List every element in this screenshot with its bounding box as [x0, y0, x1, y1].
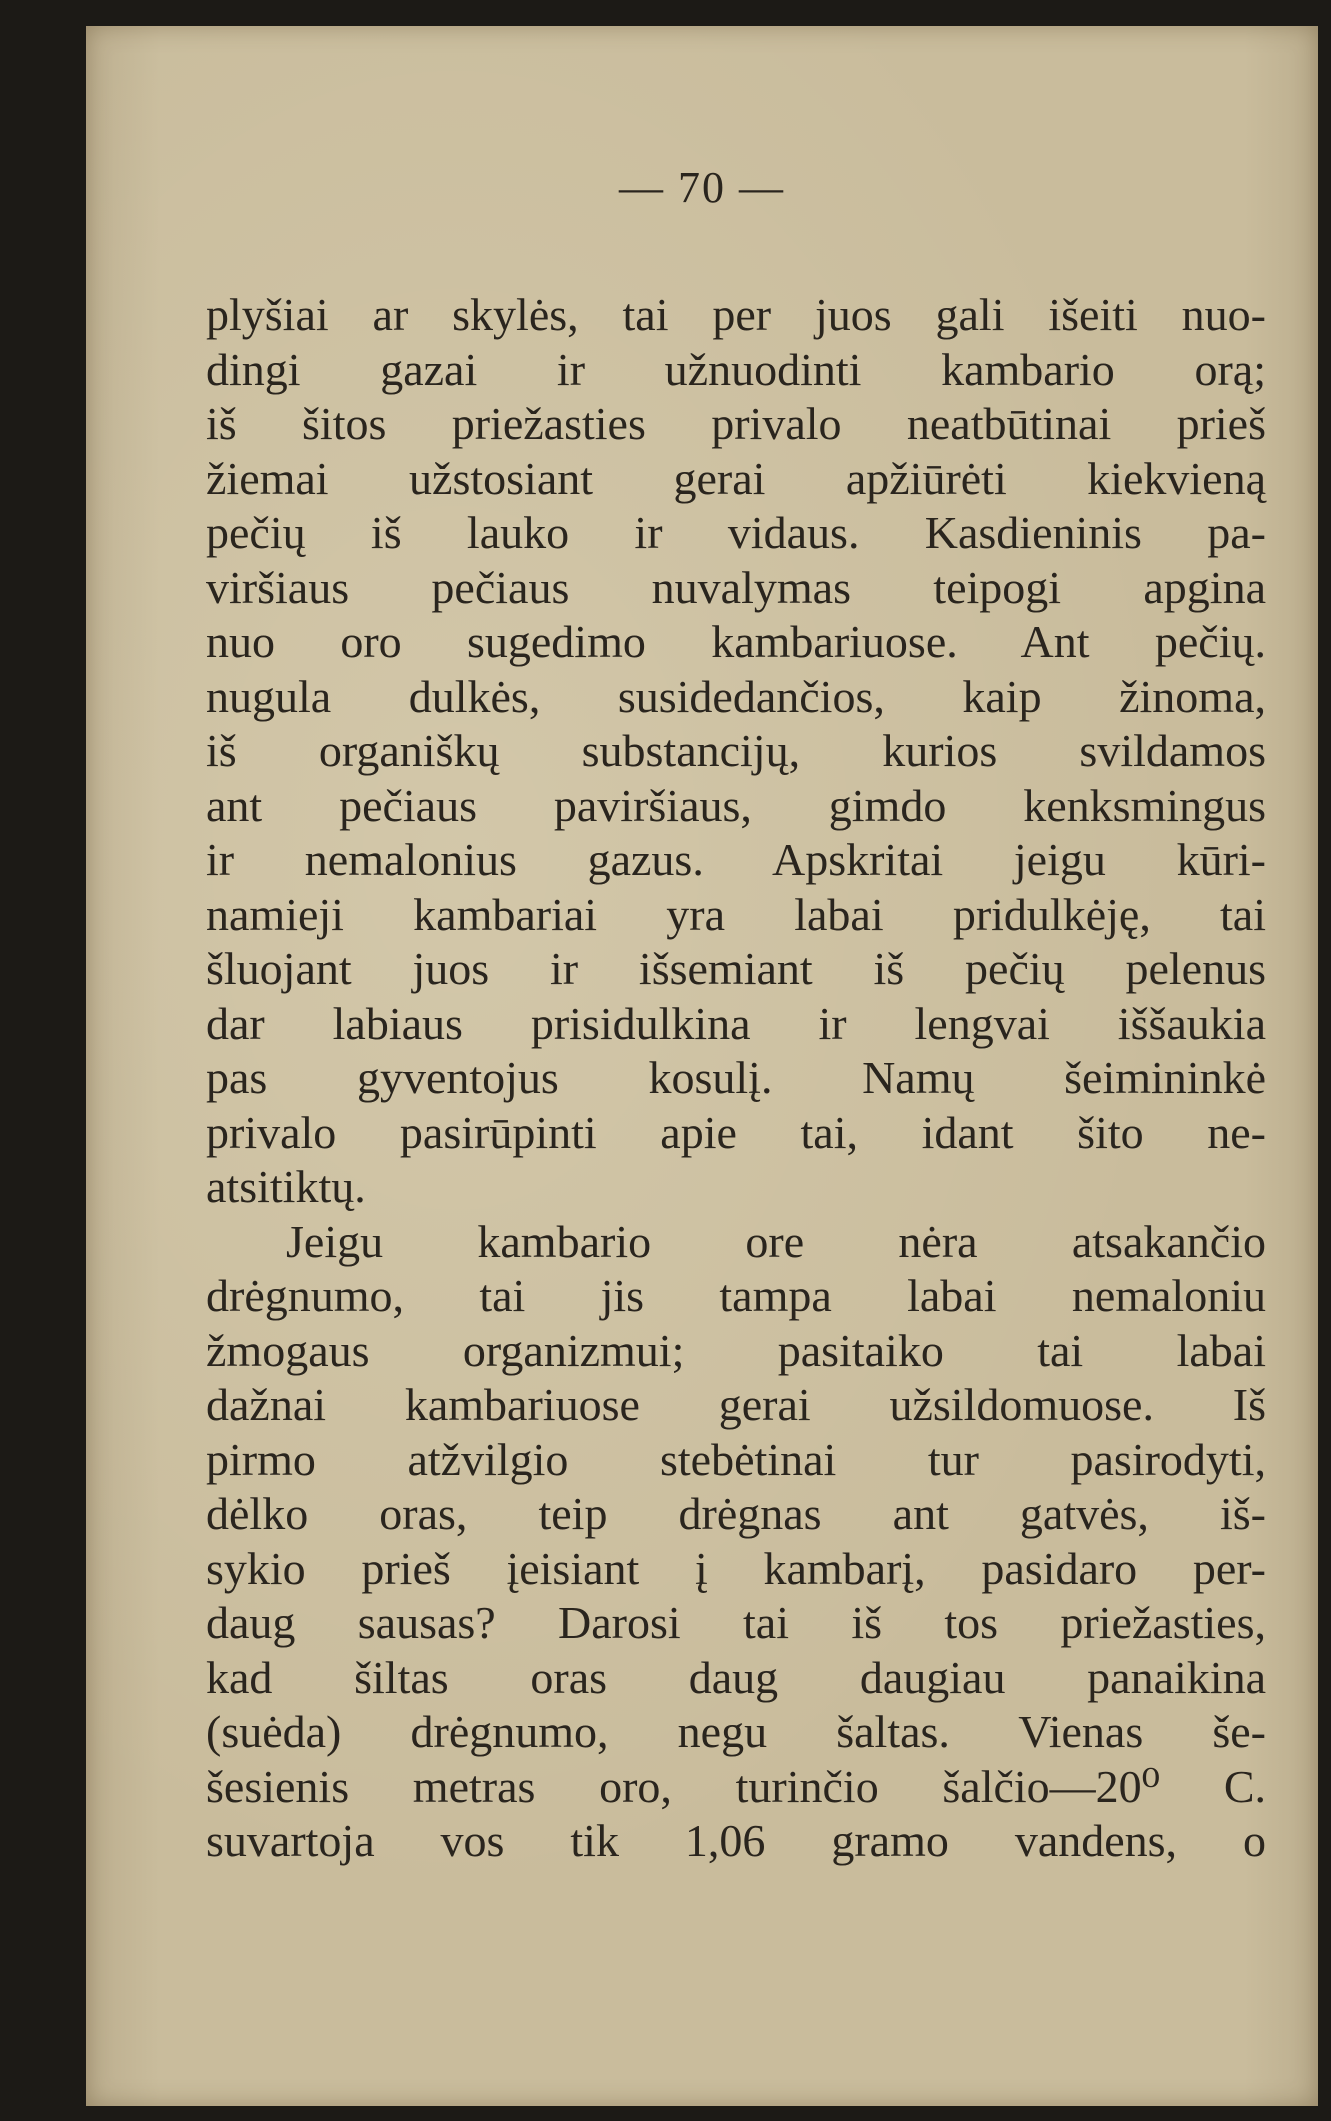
text-line: dar labiaus prisidulkina ir lengvai iššaukia: [206, 997, 1266, 1049]
text-line: nugula dulkės, susidedančios, kaip žinoma,: [206, 670, 1266, 722]
text-line: privalo pasirūpinti apie tai, idant šito ne-: [206, 1106, 1266, 1158]
text-line: pečių iš lauko ir vidaus. Kasdieninis pa-: [206, 507, 1266, 558]
text-line: kad šiltas oras daug daugiau panaikina: [206, 1651, 1266, 1703]
text-line: dažnai kambariuose gerai užsildomuose. Iš: [206, 1379, 1266, 1430]
text-line: pirmo atžvilgio stebėtinai tur pasirodyti,: [206, 1433, 1266, 1485]
text-line: sykio prieš įeisiant į kambarį, pasidaro per-: [206, 1542, 1266, 1594]
text-line: iš šitos priežasties privalo neatbūtinai prieš: [206, 398, 1266, 449]
text-line: plyšiai ar skylės, tai per juos gali išeiti nuo-: [206, 289, 1266, 340]
text-line: namieji kambariai yra labai pridulkėję, tai: [206, 888, 1266, 940]
text-line: viršiaus pečiaus nuvalymas teipogi apgina: [206, 561, 1266, 613]
text-line: žiemai užstosiant gerai apžiūrėti kiekvieną: [206, 452, 1266, 504]
text-line: iš organiškų substancijų, kurios svildamos: [206, 725, 1266, 776]
text-line: žmogaus organizmui; pasitaiko tai labai: [206, 1324, 1266, 1376]
text-line: ant pečiaus paviršiaus, gimdo kenksmingus: [206, 779, 1266, 831]
text-line: dėlko oras, teip drėgnas ant gatvės, iš-: [206, 1488, 1266, 1539]
text-line: pas gyventojus kosulį. Namų šeimininkė: [206, 1052, 1266, 1103]
page-number: — 70 —: [619, 163, 785, 212]
body-text: [206, 288, 1266, 1869]
text-line: drėgnumo, tai jis tampa labai nemaloniu: [206, 1270, 1266, 1321]
text-line: Jeigu kambario ore nėra atsakančio: [286, 1215, 1266, 1267]
text-line: atsitiktų.: [206, 1161, 366, 1212]
text-line: suvartoja vos tik 1,06 gramo vandens, o: [206, 1815, 1266, 1866]
text-line: ir nemalonius gazus. Apskritai jeigu kūri-: [206, 834, 1266, 885]
text-line: šluojant juos ir išsemiant iš pečių pelenus: [206, 943, 1266, 994]
text-line: nuo oro sugedimo kambariuose. Ant pečių.: [206, 616, 1266, 667]
text-line: (suėda) drėgnumo, negu šaltas. Vienas še-: [206, 1706, 1266, 1757]
book-page: [86, 26, 1318, 2106]
text-line: dingi gazai ir užnuodinti kambario orą;: [206, 343, 1266, 395]
text-line: šesienis metras oro, turinčio šalčio—20⁰ C.: [206, 1760, 1266, 1812]
text-line: daug sausas? Darosi tai iš tos priežasties,: [206, 1597, 1266, 1648]
